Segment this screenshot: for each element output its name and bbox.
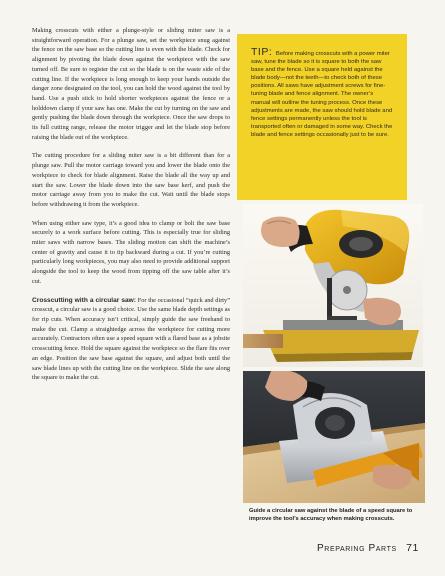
paragraph-circular-saw [32,296,230,383]
tip-text: Before making crosscuts with a power miter saw, tune the blade so it is square to both the saw base and the fence. Use a square held against the blade body—not the teeth—to check both of these positions. All saws have adjustment screws for fine-tuning blade and fence alignment. The owner’s manual will outline the tuning process. Once these adjustments are made, the saw should hold blade and fence settings permanently unless the tool is transported often or damaged in some way. Check the blade and fence settings occasionally just to be sure. [251,51,393,138]
body-text-column [32,26,230,392]
paragraph-clamp-saw-base: When using either saw type, it’s a good idea to clamp or bolt the saw base securely to a work surface before cutting. This is especially true for sliding miter saws with narrow bases. The sliding motion can shift the machine’s center of gravity and cause it to tip backward during a cut. If you’re cutting particularly long workpieces, you may also need to provide additional support alongside the tool to keep the wood from tipping off the saw table after it’s cut. [32,219,230,285]
photo-caption: Guide a circular saw against the blade of a speed square to improve the tool’s accuracy when making crosscuts. [249,508,413,522]
page-number: 71 [406,542,419,554]
run-in-heading: Crosscutting with a circular saw: [32,296,136,304]
tip-box [237,34,407,200]
tip-label: TIP: [251,46,273,58]
paragraph-circular-saw-text: For the occasional “quick and dirty” crosscut, a circular saw is a good choice. Use the same blade depth settings as for rip cuts. When accuracy isn’t critical, simply guide the saw freehand to make the cut. Clamp a straightedge across the workpiece for cutting more accurately. Contractors often use a speed square with a flared base as a jobsite crosscutting fence. Hold the square against the workpiece so the flare fits over an edge. Position the saw base against the square, and adjust both until the saw blade lines up with the cutting line on the workpiece. Slide the saw along the square to make the cut. [32,296,230,382]
running-footer-section: Preparing Parts [317,543,397,554]
paragraph-miter-saw-crosscuts: Making crosscuts with either a plunge-style or sliding miter saw is a straightforward operation. For a plunge saw, set the workpiece snug against the fence on the saw base so the cutting line is even with the blade. Check for alignment by pivoting the blade down against the workpiece with the saw turned off. Be sure to register the cut so the blade is on the waste side of the cutting line. If the workpiece is long enough to keep your hands outside the danger zone designated on the tool, you can hold the wood against the tool by hand. Use a push stick to hold shorter workpieces against the fence or a holddown clamp if your saw has one. Make the cut by turning on the saw and gently pushing the blade down through the workpiece. Once the saw drops to its full cutting range, release the motor trigger and let the blade stop before raising the blade out of the workpiece. [32,27,230,141]
miter-saw-photo [243,204,423,367]
paragraph-sliding-miter-saw: The cutting procedure for a sliding miter saw is a bit different than for a plunge saw. Pull the motor carriage toward you and lower the blade onto the workpiece to check for blade alignment. Raise the blade all the way up and start the saw. Lower the blade down into the saw base kerf, and push the motor carriage away from you to make the cut. Wait until the blade stops before withdrawing it from the workpiece. [32,152,230,208]
page-footer [317,542,419,554]
circular-saw-photo [243,371,425,503]
